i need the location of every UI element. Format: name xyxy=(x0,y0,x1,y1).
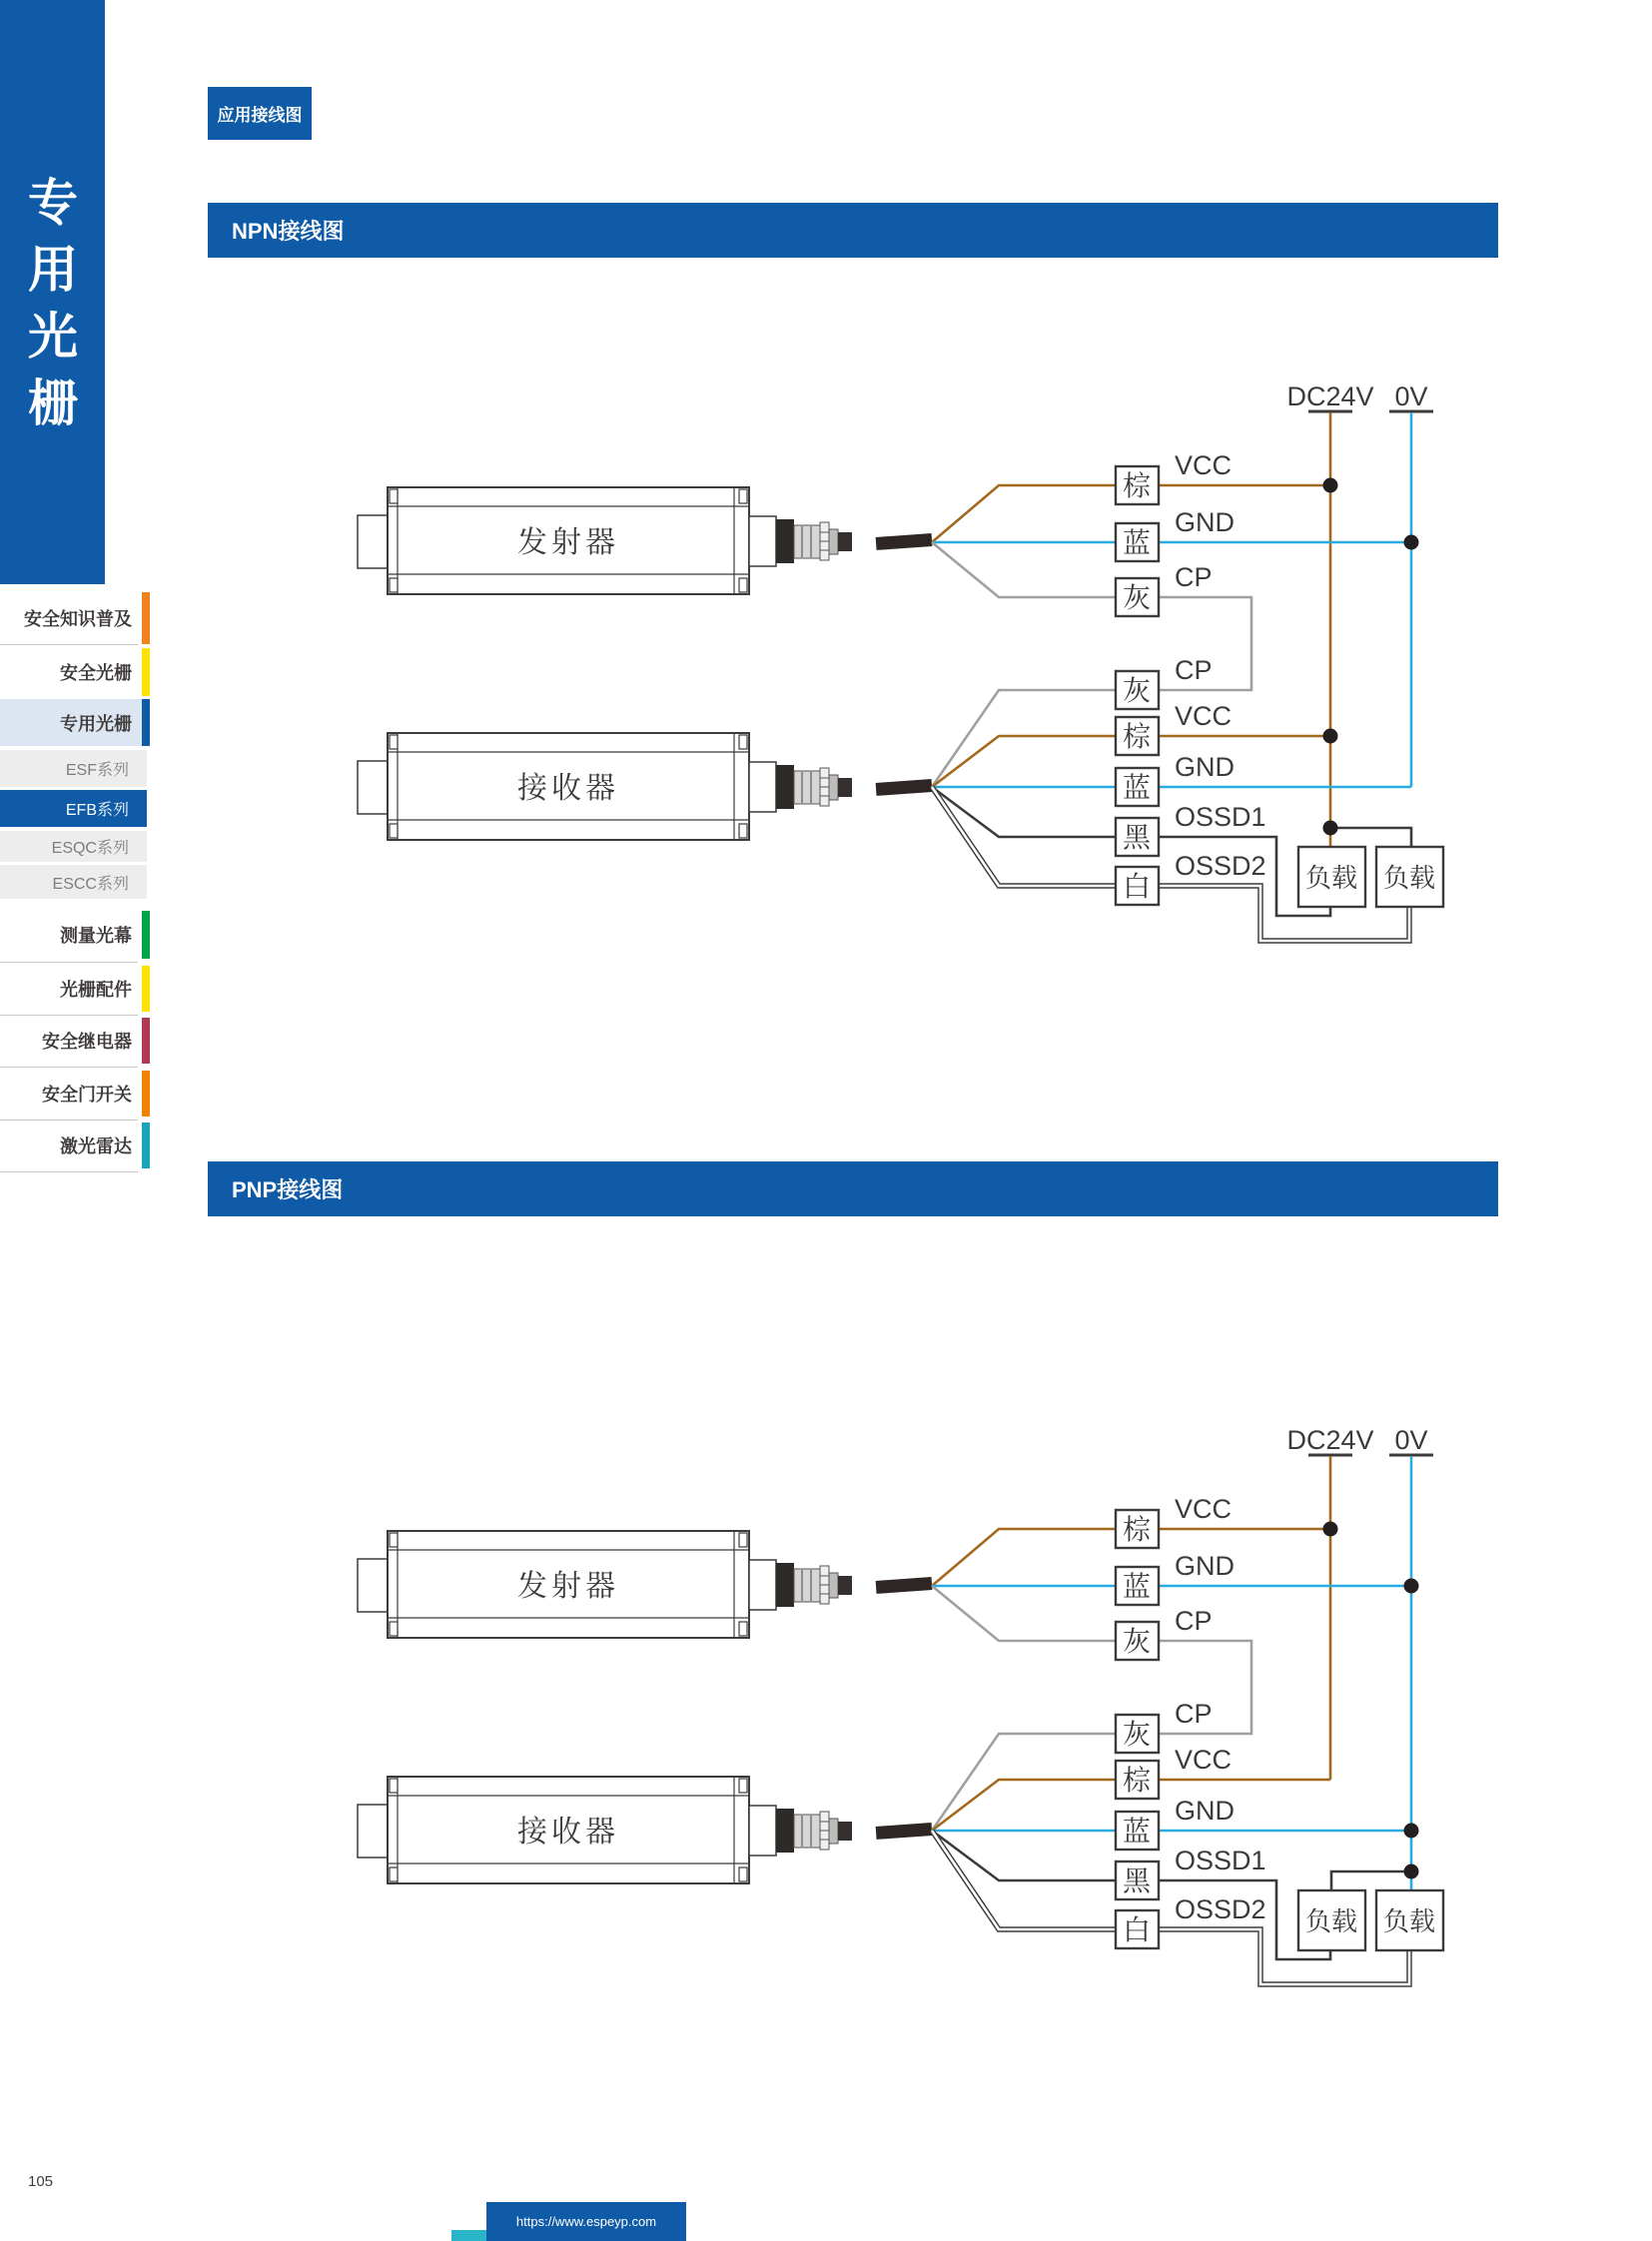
signal-label-cp: CP xyxy=(1175,655,1213,685)
pnp-wiring-diagram xyxy=(340,1413,1518,2037)
svg-text:棕: 棕 xyxy=(1122,721,1152,752)
svg-text:蓝: 蓝 xyxy=(1122,1571,1152,1602)
rail-0v-label: 0V xyxy=(1394,1425,1428,1455)
npn-wiring-diagram xyxy=(340,370,1518,994)
load-label: 负载 xyxy=(1382,863,1436,893)
svg-text:灰: 灰 xyxy=(1122,675,1152,706)
sidebar-item-efb-series[interactable]: EFB系列 xyxy=(0,790,147,827)
sidebar-category-title: 专 用 光 栅 xyxy=(28,175,78,431)
accent-bar xyxy=(142,1071,150,1117)
junction-dots xyxy=(1323,478,1419,836)
page-number: 105 xyxy=(28,2173,54,2190)
signal-label-cp: CP xyxy=(1175,1606,1213,1636)
accent-bar xyxy=(142,911,150,959)
signal-label-vcc: VCC xyxy=(1175,1745,1233,1775)
divider xyxy=(0,962,138,963)
signal-label-ossd2: OSSD2 xyxy=(1175,851,1266,881)
svg-text:灰: 灰 xyxy=(1122,582,1152,613)
sidebar-item-esf-series[interactable]: ESF系列 xyxy=(0,750,147,787)
signal-label-vcc: VCC xyxy=(1175,1494,1233,1524)
signal-label-vcc: VCC xyxy=(1175,450,1233,480)
load2-supply-wire xyxy=(1330,828,1411,847)
signal-label-gnd: GND xyxy=(1175,1551,1235,1581)
signal-label-gnd: GND xyxy=(1175,1796,1235,1826)
signal-label-gnd: GND xyxy=(1175,752,1235,782)
rx-gray-wire xyxy=(932,690,1116,787)
rail-dc24v-label: DC24V xyxy=(1286,1425,1374,1455)
signal-label-cp: CP xyxy=(1175,562,1213,592)
sidebar-item-safety-relay[interactable]: 安全继电器 xyxy=(0,1018,150,1064)
transmitter-device xyxy=(358,1531,932,1638)
receiver-device xyxy=(358,733,932,840)
signal-label-ossd1: OSSD1 xyxy=(1175,1846,1266,1875)
section-badge: 应用接线图 xyxy=(208,87,312,140)
npn-section-bar: NPN接线图 xyxy=(208,203,1498,258)
svg-text:蓝: 蓝 xyxy=(1122,772,1152,803)
svg-text:棕: 棕 xyxy=(1122,1765,1152,1796)
sidebar-item-accessories[interactable]: 光栅配件 xyxy=(0,966,150,1012)
svg-text:白: 白 xyxy=(1122,871,1152,902)
load-label: 负载 xyxy=(1382,1906,1436,1936)
svg-text:蓝: 蓝 xyxy=(1122,1816,1152,1847)
signal-label-cp: CP xyxy=(1175,1699,1213,1729)
load-label: 负载 xyxy=(1304,863,1358,893)
sidebar-item-esqc-series[interactable]: ESQC系列 xyxy=(0,831,147,862)
sidebar-item-laser-radar[interactable]: 激光雷达 xyxy=(0,1122,150,1168)
svg-text:灰: 灰 xyxy=(1122,1626,1152,1657)
rail-0v-label: 0V xyxy=(1394,381,1428,411)
sidebar-item-special-light-curtain[interactable]: 专用光栅 xyxy=(0,699,150,746)
sidebar-item-safety-light-curtain[interactable]: 安全光栅 xyxy=(0,648,150,696)
junction-dots xyxy=(1323,1522,1419,1879)
load-label: 负载 xyxy=(1304,1906,1358,1936)
accent-bar xyxy=(142,648,150,696)
svg-text:白: 白 xyxy=(1122,1914,1152,1945)
rx-gray-wire xyxy=(932,1734,1116,1831)
divider xyxy=(0,644,138,645)
footer-website-bar xyxy=(486,2202,686,2241)
svg-text:蓝: 蓝 xyxy=(1122,527,1152,558)
accent-bar xyxy=(142,592,150,644)
svg-text:黑: 黑 xyxy=(1122,1866,1152,1896)
divider xyxy=(0,1171,138,1172)
signal-label-ossd1: OSSD1 xyxy=(1175,802,1266,832)
signal-label-vcc: VCC xyxy=(1175,701,1233,731)
website-url: https://www.espeyp.com xyxy=(515,2214,657,2229)
sidebar-category-panel xyxy=(0,0,105,584)
accent-bar xyxy=(142,699,150,746)
receiver-label: 接收器 xyxy=(517,772,619,805)
accent-bar xyxy=(142,1122,150,1168)
svg-text:棕: 棕 xyxy=(1122,1514,1152,1545)
sidebar-item-escc-series[interactable]: ESCC系列 xyxy=(0,865,147,899)
sidebar-item-measuring-light-curtain[interactable]: 测量光幕 xyxy=(0,911,150,959)
transmitter-device xyxy=(358,487,932,594)
receiver-label: 接收器 xyxy=(517,1816,619,1849)
divider xyxy=(0,1067,138,1068)
divider xyxy=(0,1015,138,1016)
signal-label-gnd: GND xyxy=(1175,507,1235,537)
sidebar-item-safety-knowledge[interactable]: 安全知识普及 xyxy=(0,592,150,644)
svg-text:黑: 黑 xyxy=(1122,822,1152,853)
accent-bar xyxy=(142,966,150,1012)
signal-label-ossd2: OSSD2 xyxy=(1175,1894,1266,1924)
rail-dc24v-label: DC24V xyxy=(1286,381,1374,411)
accent-bar xyxy=(142,1018,150,1064)
transmitter-label: 发射器 xyxy=(517,526,619,559)
transmitter-label: 发射器 xyxy=(517,1570,619,1603)
sidebar-item-safety-door-switch[interactable]: 安全门开关 xyxy=(0,1071,150,1117)
load1-return-wire xyxy=(1331,1871,1411,1890)
receiver-device xyxy=(358,1777,932,1883)
svg-text:灰: 灰 xyxy=(1122,1719,1152,1750)
svg-text:棕: 棕 xyxy=(1122,470,1152,501)
pnp-section-bar: PNP接线图 xyxy=(208,1161,1498,1216)
